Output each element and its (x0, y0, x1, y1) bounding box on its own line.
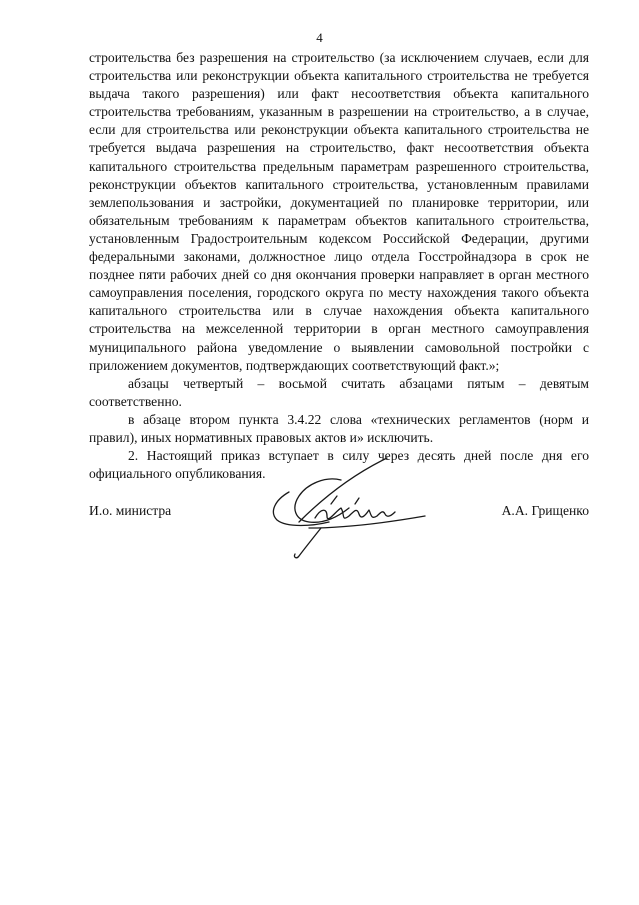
paragraph-amendment: в абзаце втором пункта 3.4.22 слова «технических регламентов (норм и правил), иных нормативных правовых актов и» исключить. (89, 411, 589, 445)
paragraph-continuation: строительства без разрешения на строительство (за исключением случаев, если для строительства или реконструкции объекта капитального строительства не требуется выдача такого разрешения) или факт несоответствия объекта капитального строительства требованиям, указанным в разрешении на строительство, а в случае, если для строительства или реконструкции объекта капитального строительства не требуется выдача разрешения на строительство, факт несоответствия объекта капитального строительства предельным параметрам разрешенного строительства, реконструкции объектов капитального строительства, установленным правилами землепользования и застройки, документацией по планировке территории, или обязательным требованиям к параметрам объектов капитального строительства, установленным Градостроительным кодексом Российской Федерации, другими федеральными законами, должностное лицо отдела Госстройнадзора в срок не позднее пяти рабочих дней со дня окончания проверки направляет в орган местного самоуправления поселения, городского округа по месту нахождения такого объекта капитального строительства или в случае нахождения объекта капитального строительства на межселенной территории в орган местного самоуправления муниципального района уведомление о выявлении самовольной постройки с приложением документов, подтверждающих соответствующий факт.»; (89, 50, 589, 373)
page-number: 4 (316, 30, 323, 45)
paragraph-renumbering: абзацы четвертый – восьмой считать абзацами пятым – девятым соответственно. (89, 375, 589, 409)
document-body (89, 49, 589, 483)
handwritten-signature-icon (229, 452, 459, 562)
signature-block (89, 500, 589, 570)
signatory-name: А.А. Грищенко (501, 503, 589, 518)
signatory-position: И.о. министра (89, 503, 172, 518)
paragraph-effective-date: 2. Настоящий приказ вступает в силу через десять дней после дня его официального опубликования. (89, 448, 589, 482)
